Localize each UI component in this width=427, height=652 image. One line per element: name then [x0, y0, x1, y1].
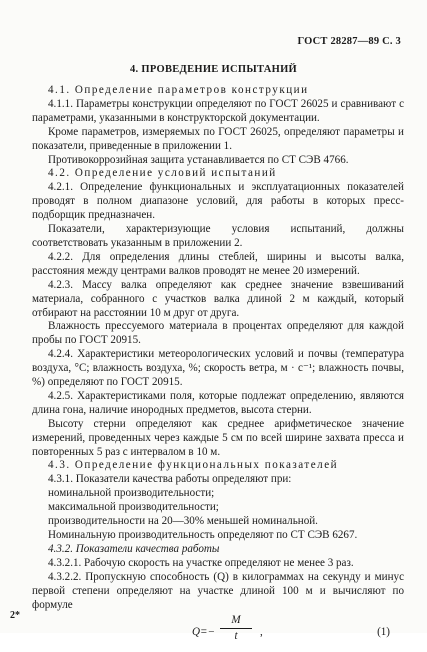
- paragraph: 4.2.5. Характеристиками поля, которые подлежат определению, являются длина гона, наличие инородных предметов, высота стерни.: [32, 389, 404, 416]
- formula-numerator: M: [231, 614, 241, 627]
- formula-fraction: [216, 614, 256, 643]
- section-title: 4. ПРОВЕДЕНИЕ ИСПЫТАНИЙ: [129, 64, 298, 75]
- paragraph: 4.3.1. Показатели качества работы определяют при:: [48, 473, 292, 486]
- formula: [32, 612, 404, 652]
- formula-comma: ,: [260, 626, 263, 639]
- fraction-bar: [220, 628, 252, 629]
- paragraph: Высоту стерни определяют как среднее арифметическое значение измерений, проведенных через каждые 5 см по всей ширине захвата пресса и повторенных 5 раз с интервалом в 10 м.: [32, 417, 404, 458]
- paragraph: 4.2.1. Определение функциональных и эксплуатационных показателей проводят в полном диапазоне условий, для работы в которых пресс-подборщик предназначен.: [32, 181, 404, 222]
- paragraph: Влажность прессуемого материала в процентах определяют для каждой пробы по ГОСТ 20915.: [32, 320, 404, 347]
- document-body: [32, 84, 404, 652]
- paragraph: номинальной производительности;: [48, 487, 215, 500]
- paragraph: производительности на 20—30% меньшей номинальной.: [48, 515, 318, 528]
- formula-denominator: t: [234, 630, 238, 643]
- paragraph: Показатели, характеризующие условия испытаний, должны соответствовать указанным в приложении 2.: [32, 223, 404, 249]
- paragraph: Номинальную производительность определяют по СТ СЭВ 6267.: [48, 529, 358, 541]
- paragraph: 4.1. Определение параметров конструкции: [48, 84, 309, 96]
- paragraph: 4.1.1. Параметры конструкции определяют по ГОСТ 26025 и сравнивают с параметрами, указанными в конструкторской документации.: [32, 97, 404, 124]
- paragraph: 4.2.4. Характеристики метеорологических условий и почвы (температура воздуха, °С; влажность воздуха, %; скорость ветра, м · с⁻¹; влажность почвы, %) определяют по ГОСТ 20915.: [32, 348, 404, 389]
- page-footer: 2*: [10, 610, 20, 621]
- formula-number: (1): [377, 626, 390, 639]
- paragraph: 4.3. Определение функциональных показателей: [48, 459, 339, 472]
- paragraph: 4.2.2. Для определения длины стеблей, ширины и высоты валка, расстояния между центрами валков проводят не менее 20 измерений.: [32, 250, 404, 277]
- paragraph: Противокоррозийная защита устанавливается по СТ СЭВ 4766.: [48, 153, 349, 166]
- paragraph: 4.2.3. Массу валка определяют как среднее значение взвешиваний материала, собранного с участков валка длиной 2 м каждый, который отбирают на расстоянии 10 м друг от друга.: [32, 278, 404, 319]
- paragraph: максимальной производительности;: [48, 501, 219, 514]
- paragraph: 4.3.2. Показатели качества работы: [48, 542, 220, 555]
- paragraph: 4.3.2.2. Пропускную способность (Q) в килограммах на секунду и минус первой степени определяют на участке длиной 100 м и вычисляют по формуле: [32, 570, 404, 611]
- page-header: ГОСТ 28287—89 С. 3: [297, 36, 401, 47]
- paragraph: 4.2. Определение условий испытаний: [48, 167, 277, 180]
- formula-lhs: Q=−: [192, 626, 215, 639]
- paragraph: Кроме параметров, измеряемых по ГОСТ 26025, определяют параметры и показатели, приведенные в приложении 1.: [32, 125, 404, 152]
- paragraph: 4.3.2.1. Рабочую скорость на участке определяют не менее 3 раз.: [48, 556, 354, 569]
